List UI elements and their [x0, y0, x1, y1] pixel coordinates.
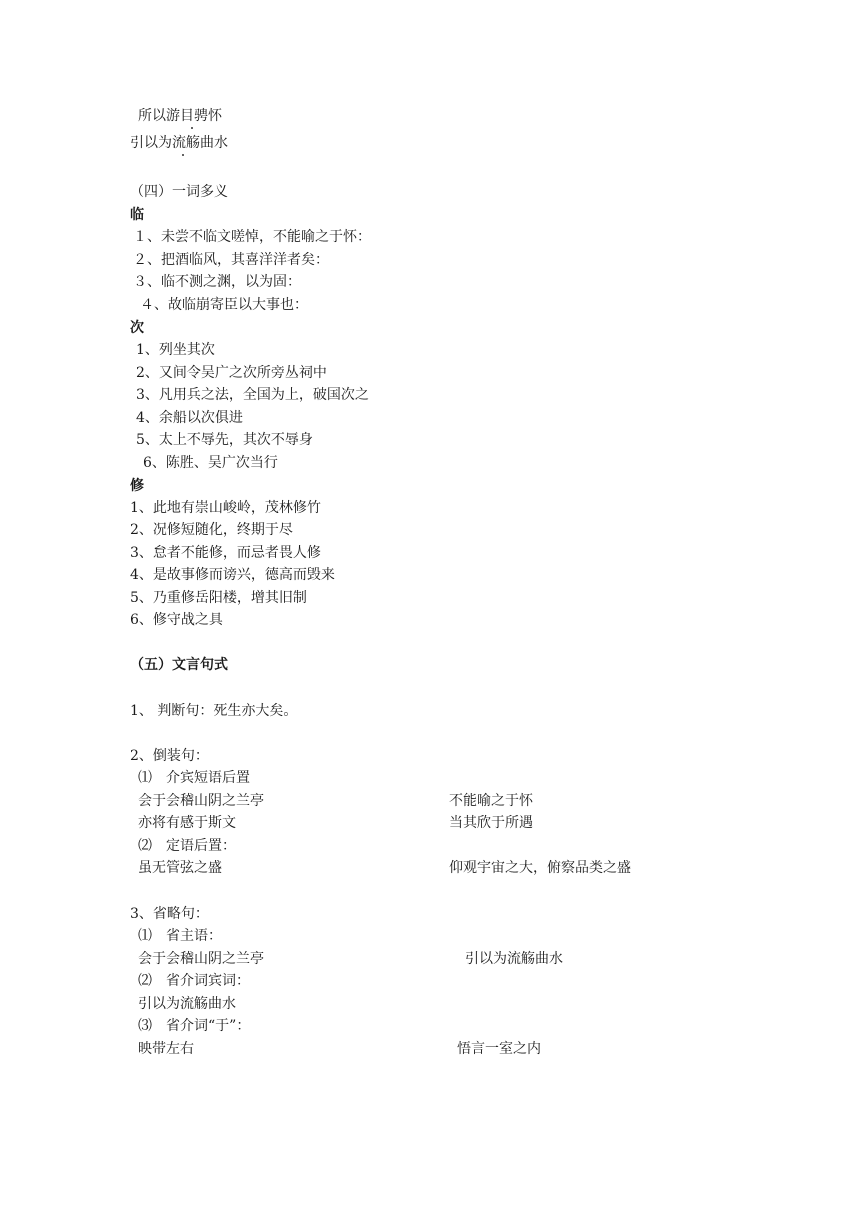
word-head-ci: 次 [130, 320, 144, 336]
inverted-row2-right: 当其欣于所遇 [449, 815, 533, 831]
inverted-row3-left: 虽无管弦之盛 [138, 860, 222, 876]
emphasis-dot [191, 127, 193, 129]
ci-item-3: 3、凡用兵之法，全国为上，破国次之 [136, 387, 369, 403]
xiu-item-3: 3、怠者不能修，而忌者畏人修 [130, 545, 321, 561]
xiu-item-5: 5、乃重修岳阳楼，增其旧制 [130, 590, 307, 606]
omission-sub-2: ⑵ 省介词宾词： [138, 973, 250, 989]
inverted-row3-right: 仰观宇宙之大，俯察品类之盛 [449, 860, 631, 876]
judgment-sentence: 1、 判断句：死生亦大矣。 [130, 703, 298, 719]
lin-item-2: ２、把酒临风，其喜洋洋者矣： [133, 252, 329, 268]
ci-item-1: 1、列坐其次 [136, 342, 215, 358]
intro-line-2: 引以为流觞曲水 [130, 135, 228, 151]
xiu-item-4: 4、是故事修而谤兴，德高而毁来 [130, 567, 335, 583]
lin-item-4: ４、故临崩寄臣以大事也： [140, 297, 308, 313]
inverted-sub-2: ⑵ 定语后置： [138, 838, 236, 854]
omission-row2: 引以为流觞曲水 [138, 996, 236, 1012]
lin-item-1: １、未尝不临文嗟悼，不能喻之于怀： [133, 229, 371, 245]
inverted-sub-1: ⑴ 介宾短语后置 [138, 770, 250, 786]
emphasis-dot [182, 154, 184, 156]
omission-sub-1: ⑴ 省主语： [138, 928, 222, 944]
inverted-row1-right: 不能喻之于怀 [449, 793, 533, 809]
inverted-row2-left: 亦将有感于斯文 [138, 815, 236, 831]
ci-item-6: 6、陈胜、吴广次当行 [143, 455, 278, 471]
ci-item-4: 4、余船以次俱进 [136, 410, 243, 426]
inverted-row1-left: 会于会稽山阴之兰亭 [138, 793, 264, 809]
xiu-item-1: 1、此地有崇山峻岭，茂林修竹 [130, 500, 321, 516]
omission-title: 3、省略句： [130, 906, 209, 922]
ci-item-5: 5、太上不辱先，其次不辱身 [136, 432, 313, 448]
word-head-xiu: 修 [130, 478, 144, 494]
omission-sub-3: ⑶ 省介词“于”： [138, 1018, 251, 1034]
ci-item-2: 2、又间令吴广之次所旁丛祠中 [136, 365, 327, 381]
intro-line-1: 所以游目骋怀 [138, 108, 222, 124]
section-title-polysemy: （四）一词多义 [130, 184, 228, 200]
xiu-item-6: 6、修守战之具 [130, 612, 223, 628]
inverted-title: 2、倒装句： [130, 748, 209, 764]
xiu-item-2: 2、况修短随化，终期于尽 [130, 522, 293, 538]
lin-item-3: ３、临不测之渊，以为固： [133, 274, 301, 290]
omission-row1-right: 引以为流觞曲水 [465, 951, 563, 967]
omission-row3-left: 映带左右 [138, 1041, 194, 1057]
omission-row3-right: 悟言一室之内 [457, 1041, 541, 1057]
section-title-sentence-patterns: （五）文言句式 [130, 657, 228, 673]
word-head-lin: 临 [130, 207, 144, 223]
omission-row1-left: 会于会稽山阴之兰亭 [138, 951, 264, 967]
